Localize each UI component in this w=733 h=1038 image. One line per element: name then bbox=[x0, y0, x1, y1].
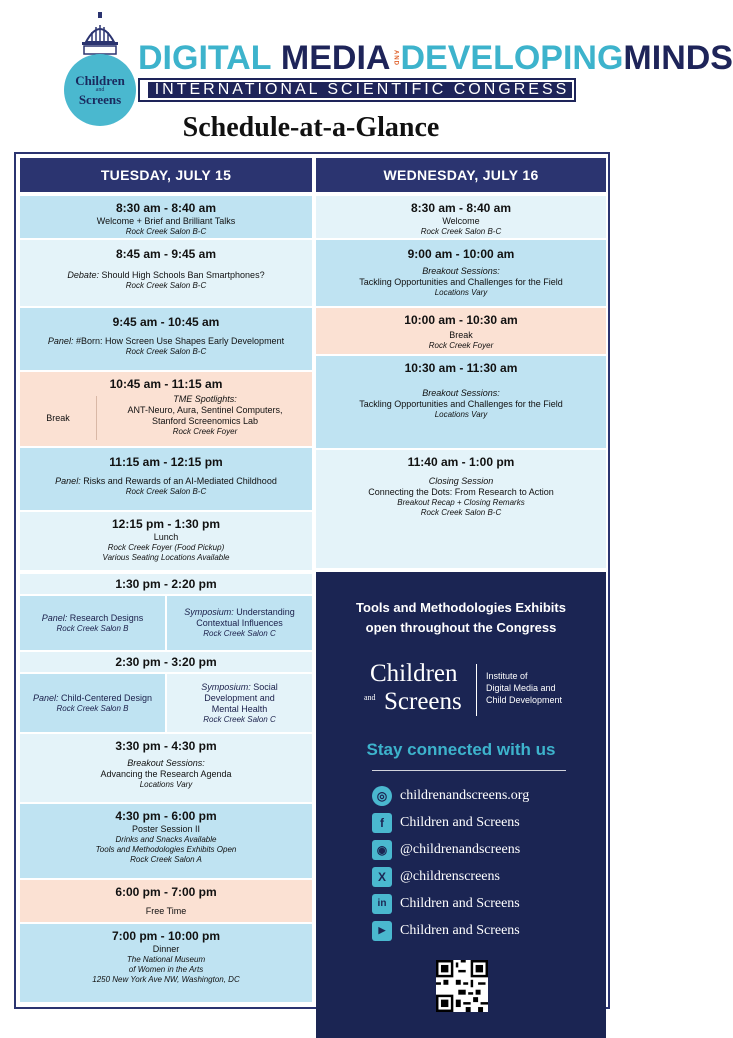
session-time: 2:30 pm - 3:20 pm bbox=[115, 655, 217, 669]
logo-word-screens: Screens bbox=[78, 92, 122, 107]
tuesday-sessions bbox=[20, 192, 312, 1000]
parallel-session-b bbox=[165, 596, 312, 650]
session-title: Connecting the Dots: From Research to Action bbox=[368, 487, 554, 497]
session-location: Rock Creek Salon C bbox=[203, 714, 276, 724]
wed-session-3 bbox=[316, 308, 606, 354]
tue-session-12 bbox=[20, 924, 312, 1002]
divider bbox=[96, 396, 97, 440]
session-title: Advancing the Research Agenda bbox=[100, 769, 232, 779]
parallel-session-a bbox=[20, 596, 165, 650]
session-label: Panel: bbox=[41, 612, 68, 623]
social-text[interactable]: Children and Screens bbox=[400, 895, 520, 911]
session-time: 9:00 am - 10:00 am bbox=[407, 247, 515, 261]
session-title-text: Child-Centered Design bbox=[61, 692, 153, 703]
brand-screens: Screens bbox=[384, 688, 462, 715]
session-sub-2: Tools and Methodologies Exhibits Open bbox=[95, 845, 237, 854]
session-time: 9:45 am - 10:45 am bbox=[112, 315, 220, 329]
tuesday-header: TUESDAY, JULY 15 bbox=[20, 158, 312, 192]
session-sub-1: Drinks and Snacks Available bbox=[115, 835, 217, 844]
brand-and: and bbox=[364, 693, 376, 702]
session-location: Rock Creek Foyer (Food Pickup) bbox=[107, 543, 225, 552]
exhibits-line-2: open throughout the Congress bbox=[365, 620, 557, 635]
instagram-icon: ◉ bbox=[372, 840, 392, 860]
exhibits-line-1: Tools and Methodologies Exhibits bbox=[356, 600, 566, 615]
session-title: Tackling Opportunities and Challenges for the Field bbox=[359, 399, 563, 409]
social-text[interactable]: @childrenscreens bbox=[400, 868, 500, 884]
session-location: Rock Creek Salon B bbox=[56, 623, 129, 633]
session-location: Rock Creek Salon B bbox=[56, 703, 129, 713]
session-time: 10:30 am - 11:30 am bbox=[404, 361, 518, 375]
globe-icon: ◎ bbox=[372, 786, 392, 806]
header bbox=[0, 0, 733, 150]
tue-session-3 bbox=[20, 308, 312, 370]
tue-session-10 bbox=[20, 804, 312, 878]
congress-title bbox=[138, 38, 733, 78]
session-location: Locations Vary bbox=[434, 288, 488, 297]
promo-panel bbox=[316, 572, 606, 1038]
parallel-session-a bbox=[20, 674, 165, 732]
session-label: Breakout Sessions: bbox=[422, 266, 500, 276]
session-title bbox=[20, 270, 312, 281]
tue-session-6 bbox=[20, 512, 312, 570]
session-label: Symposium: bbox=[201, 681, 251, 692]
session-location: Rock Creek Foyer bbox=[172, 427, 238, 436]
session-location: Rock Creek Salon B-C bbox=[125, 487, 207, 496]
session-location: Rock Creek Foyer bbox=[428, 341, 494, 350]
social-facebook[interactable] bbox=[372, 809, 592, 836]
session-label: Breakout Sessions: bbox=[127, 758, 205, 768]
title-word-minds: MINDS bbox=[623, 38, 733, 77]
session-time: 10:00 am - 10:30 am bbox=[404, 313, 518, 327]
social-instagram[interactable] bbox=[372, 836, 592, 863]
social-youtube[interactable] bbox=[372, 917, 592, 944]
session-title: Welcome + Brief and Brilliant Talks bbox=[96, 216, 236, 226]
qr-code[interactable] bbox=[436, 960, 488, 1012]
brand-divider bbox=[476, 664, 477, 716]
session-title: Dinner bbox=[152, 944, 180, 954]
tue-session-5 bbox=[20, 448, 312, 510]
social-x[interactable] bbox=[372, 863, 592, 890]
session-location: Rock Creek Salon B-C bbox=[125, 227, 207, 236]
wednesday-column bbox=[316, 158, 606, 1000]
session-time: 11:40 am - 1:00 pm bbox=[407, 455, 515, 469]
session-title-text: Should High Schools Ban Smartphones? bbox=[101, 270, 265, 280]
session-sub: Breakout Recap + Closing Remarks bbox=[397, 498, 525, 507]
institute-line-2: Digital Media and bbox=[486, 683, 556, 693]
session-label: Closing Session bbox=[428, 476, 494, 486]
congress-subtitle-bar bbox=[138, 78, 576, 102]
linkedin-icon: in bbox=[372, 894, 392, 914]
tue-session-2 bbox=[20, 240, 312, 306]
session-time: 4:30 pm - 6:00 pm bbox=[115, 809, 217, 823]
tue-session-4 bbox=[20, 372, 312, 446]
session-time: 1:30 pm - 2:20 pm bbox=[115, 577, 217, 591]
session-title-line-2: Contextual Influences bbox=[196, 618, 283, 628]
spotlight-line-2: Stanford Screenomics Lab bbox=[151, 416, 259, 426]
title-word-digital: DIGITAL bbox=[138, 38, 272, 77]
social-links bbox=[372, 782, 592, 944]
session-title-line-3: Mental Health bbox=[211, 703, 268, 714]
session-time: 8:30 am - 8:40 am bbox=[410, 201, 512, 215]
tue-session-11 bbox=[20, 880, 312, 922]
tue-session-7 bbox=[20, 596, 312, 650]
wednesday-header: WEDNESDAY, JULY 16 bbox=[316, 158, 606, 192]
session-label: Panel: bbox=[47, 336, 74, 346]
social-text[interactable]: Children and Screens bbox=[400, 814, 520, 830]
session-title: Lunch bbox=[153, 532, 179, 542]
session-time: 3:30 pm - 4:30 pm bbox=[115, 739, 217, 753]
session-title: Poster Session II bbox=[131, 824, 201, 834]
session-title-text: #Born: How Screen Use Shapes Early Development bbox=[75, 336, 285, 346]
session-sub-2: of Women in the Arts bbox=[128, 965, 204, 974]
spotlight-label: TME Spotlights: bbox=[173, 394, 237, 404]
session-location: Locations Vary bbox=[139, 780, 193, 789]
session-location: Rock Creek Salon B-C bbox=[420, 227, 502, 236]
break-label: Break bbox=[46, 413, 70, 423]
social-text[interactable]: childrenandscreens.org bbox=[400, 787, 530, 803]
session-title bbox=[20, 336, 312, 347]
session-location: Rock Creek Salon C bbox=[203, 629, 276, 638]
session-label: Symposium: bbox=[184, 607, 234, 617]
tuesday-column bbox=[20, 158, 312, 1000]
session-label: Breakout Sessions: bbox=[422, 388, 500, 398]
session-sub-3: 1250 New York Ave NW, Washington, DC bbox=[92, 975, 240, 984]
session-label: Panel: bbox=[32, 692, 59, 703]
institute-logo bbox=[364, 660, 574, 720]
institute-line-1: Institute of bbox=[486, 671, 528, 681]
brand-children: Children bbox=[370, 660, 458, 687]
session-location: Rock Creek Salon B-C bbox=[125, 281, 207, 290]
session-time: 11:15 am - 12:15 pm bbox=[109, 455, 223, 469]
wed-session-5 bbox=[316, 450, 606, 568]
tue-session-9 bbox=[20, 734, 312, 802]
session-title-text: Risks and Rewards of an AI-Mediated Childhood bbox=[83, 476, 277, 486]
title-word-and: AND bbox=[392, 50, 399, 66]
session-location: Rock Creek Salon B-C bbox=[125, 347, 207, 356]
session-title-text: Research Designs bbox=[69, 612, 144, 623]
tme-spotlights bbox=[98, 394, 312, 444]
session-location-2: Various Seating Locations Available bbox=[102, 553, 230, 562]
parallel-session-b bbox=[165, 674, 312, 732]
session-sub-1: The National Museum bbox=[126, 955, 206, 964]
session-label: Debate: bbox=[67, 270, 99, 280]
session-location: Locations Vary bbox=[434, 410, 488, 419]
stay-connected-heading: Stay connected with us bbox=[366, 740, 556, 759]
session-time: 8:45 am - 9:45 am bbox=[115, 247, 217, 261]
session-time: 10:45 am - 11:15 am bbox=[109, 377, 223, 391]
exhibits-note bbox=[316, 598, 606, 638]
institute-name bbox=[486, 670, 586, 706]
social-text[interactable]: Children and Screens bbox=[400, 922, 520, 938]
session-title: Break bbox=[449, 330, 473, 340]
title-word-media: MEDIA bbox=[280, 38, 391, 77]
social-text[interactable]: @childrenandscreens bbox=[400, 841, 521, 857]
tue-session-8 bbox=[20, 674, 312, 732]
social-linkedin[interactable] bbox=[372, 890, 592, 917]
logo-word-and: and bbox=[95, 87, 105, 93]
session-location: Rock Creek Salon A bbox=[130, 855, 202, 864]
wednesday-sessions bbox=[316, 192, 606, 1000]
x-icon: X bbox=[372, 867, 392, 887]
session-title: Free Time bbox=[145, 906, 187, 916]
spotlight-line-1: ANT-Neuro, Aura, Sentinel Computers, bbox=[127, 405, 283, 415]
session-title: Welcome bbox=[442, 216, 480, 226]
title-word-developing: DEVELOPING bbox=[400, 38, 624, 77]
session-time: 6:00 pm - 7:00 pm bbox=[115, 885, 217, 899]
divider bbox=[372, 770, 566, 771]
tue-session-8-time bbox=[20, 652, 312, 672]
session-location: Rock Creek Salon B-C bbox=[420, 508, 502, 517]
wed-session-4 bbox=[316, 356, 606, 448]
wed-session-1 bbox=[316, 196, 606, 238]
session-title-text: Social bbox=[253, 681, 278, 692]
session-title-line-2: Development and bbox=[204, 692, 275, 703]
session-time: 7:00 pm - 10:00 pm bbox=[111, 929, 221, 943]
tue-session-1 bbox=[20, 196, 312, 238]
institute-line-3: Child Development bbox=[486, 695, 563, 705]
session-time: 8:30 am - 8:40 am bbox=[115, 201, 217, 215]
session-label: Panel: bbox=[55, 476, 81, 486]
youtube-icon: ▶ bbox=[372, 921, 392, 941]
schedule-frame bbox=[14, 152, 610, 1009]
wed-session-2 bbox=[316, 240, 606, 306]
session-title bbox=[20, 476, 312, 487]
tue-session-7-time bbox=[20, 574, 312, 594]
facebook-icon: f bbox=[372, 813, 392, 833]
session-title: Tackling Opportunities and Challenges for the Field bbox=[359, 277, 563, 287]
logo-word-children: Children bbox=[75, 73, 125, 88]
social-website[interactable] bbox=[372, 782, 592, 809]
page-heading: Schedule-at-a-Glance bbox=[182, 112, 440, 143]
session-title-text: Understanding bbox=[236, 607, 295, 617]
session-time: 12:15 pm - 1:30 pm bbox=[111, 517, 221, 531]
congress-subtitle: INTERNATIONAL SCIENTIFIC CONGRESS bbox=[154, 81, 570, 98]
